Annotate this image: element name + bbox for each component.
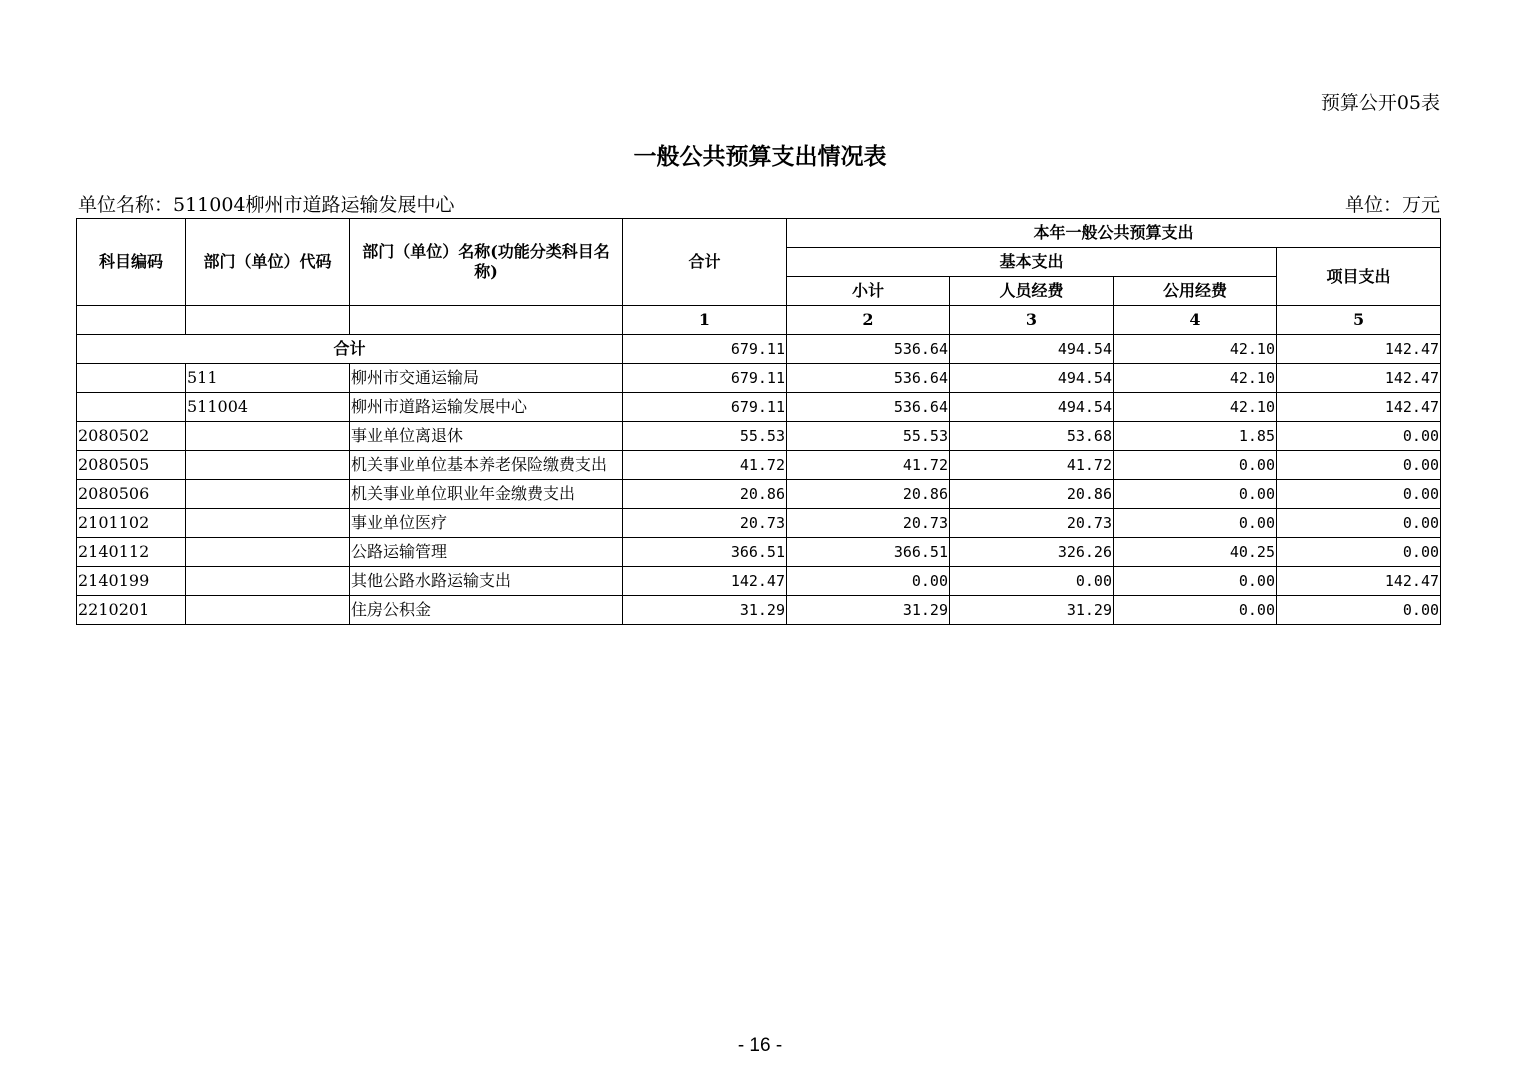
total-cell: 679.11 [623, 364, 787, 393]
subtotal-cell: 536.64 [787, 335, 950, 364]
form-number: 预算公开05表 [1320, 92, 1440, 114]
personnel-cell: 31.29 [950, 596, 1114, 625]
unit-name: 单位名称：511004柳州市道路运输发展中心 [78, 194, 455, 216]
subject-code-cell [77, 393, 186, 422]
header-project: 项目支出 [1277, 248, 1441, 306]
header-index-5: 5 [1277, 306, 1441, 335]
subtotal-cell: 536.64 [787, 393, 950, 422]
personnel-cell: 20.73 [950, 509, 1114, 538]
total-row [77, 335, 1441, 364]
header-index-1: 1 [623, 306, 787, 335]
project-cell: 142.47 [1277, 393, 1441, 422]
budget-table [76, 218, 1441, 625]
subject-code-cell: 2140112 [77, 538, 186, 567]
header-dept-code: 部门（单位）代码 [186, 219, 350, 306]
dept-code-cell [186, 480, 350, 509]
public-cell: 1.85 [1114, 422, 1277, 451]
project-cell: 142.47 [1277, 335, 1441, 364]
public-cell: 0.00 [1114, 596, 1277, 625]
total-cell: 679.11 [623, 335, 787, 364]
table-row [77, 509, 1441, 538]
dept-name-cell: 事业单位离退休 [350, 422, 623, 451]
project-cell: 0.00 [1277, 509, 1441, 538]
header-subject-code: 科目编码 [77, 219, 186, 306]
subject-code-cell: 2080506 [77, 480, 186, 509]
header-index-blank [350, 306, 623, 335]
dept-code-cell [186, 422, 350, 451]
currency-unit: 单位：万元 [1344, 194, 1440, 216]
subtotal-cell: 41.72 [787, 451, 950, 480]
total-label: 合计 [77, 335, 623, 364]
dept-name-cell: 其他公路水路运输支出 [350, 567, 623, 596]
dept-name-cell: 机关事业单位基本养老保险缴费支出 [350, 451, 623, 480]
dept-code-cell [186, 596, 350, 625]
public-cell: 40.25 [1114, 538, 1277, 567]
header-current-year: 本年一般公共预算支出 [787, 219, 1441, 248]
project-cell: 0.00 [1277, 422, 1441, 451]
subject-code-cell: 2101102 [77, 509, 186, 538]
table-row [77, 480, 1441, 509]
subtotal-cell: 31.29 [787, 596, 950, 625]
table-row [77, 567, 1441, 596]
header-index-blank [186, 306, 350, 335]
table-row [77, 422, 1441, 451]
subtotal-cell: 20.86 [787, 480, 950, 509]
personnel-cell: 53.68 [950, 422, 1114, 451]
public-cell: 42.10 [1114, 364, 1277, 393]
page-title: 一般公共预算支出情况表 [633, 143, 887, 170]
dept-code-cell [186, 538, 350, 567]
subject-code-cell: 2210201 [77, 596, 186, 625]
header-index-2: 2 [787, 306, 950, 335]
subject-code-cell: 2080502 [77, 422, 186, 451]
dept-name-cell: 柳州市道路运输发展中心 [350, 393, 623, 422]
table-row [77, 393, 1441, 422]
dept-name-cell: 公路运输管理 [350, 538, 623, 567]
subtotal-cell: 55.53 [787, 422, 950, 451]
table-row [77, 596, 1441, 625]
header-personnel: 人员经费 [950, 277, 1114, 306]
dept-code-cell [186, 509, 350, 538]
personnel-cell: 0.00 [950, 567, 1114, 596]
personnel-cell: 494.54 [950, 393, 1114, 422]
dept-code-cell: 511004 [186, 393, 350, 422]
header-index-blank [77, 306, 186, 335]
header-total: 合计 [623, 219, 787, 306]
total-cell: 20.73 [623, 509, 787, 538]
table-row [77, 451, 1441, 480]
public-cell: 0.00 [1114, 480, 1277, 509]
header-index-4: 4 [1114, 306, 1277, 335]
dept-name-cell: 住房公积金 [350, 596, 623, 625]
header-dept-name: 部门（单位）名称(功能分类科目名称) [350, 219, 623, 306]
personnel-cell: 41.72 [950, 451, 1114, 480]
subtotal-cell: 20.73 [787, 509, 950, 538]
public-cell: 42.10 [1114, 335, 1277, 364]
total-cell: 20.86 [623, 480, 787, 509]
dept-code-cell [186, 451, 350, 480]
header-subtotal: 小计 [787, 277, 950, 306]
table-row [77, 538, 1441, 567]
subtotal-cell: 366.51 [787, 538, 950, 567]
personnel-cell: 494.54 [950, 364, 1114, 393]
dept-name-cell: 事业单位医疗 [350, 509, 623, 538]
dept-name-cell: 柳州市交通运输局 [350, 364, 623, 393]
subtotal-cell: 536.64 [787, 364, 950, 393]
personnel-cell: 494.54 [950, 335, 1114, 364]
subject-code-cell: 2080505 [77, 451, 186, 480]
header-basic: 基本支出 [787, 248, 1277, 277]
header-index-3: 3 [950, 306, 1114, 335]
dept-code-cell [186, 567, 350, 596]
total-cell: 55.53 [623, 422, 787, 451]
subject-code-cell [77, 364, 186, 393]
project-cell: 142.47 [1277, 364, 1441, 393]
dept-name-cell: 机关事业单位职业年金缴费支出 [350, 480, 623, 509]
project-cell: 0.00 [1277, 451, 1441, 480]
public-cell: 0.00 [1114, 567, 1277, 596]
total-cell: 366.51 [623, 538, 787, 567]
personnel-cell: 326.26 [950, 538, 1114, 567]
dept-code-cell: 511 [186, 364, 350, 393]
total-cell: 142.47 [623, 567, 787, 596]
public-cell: 0.00 [1114, 451, 1277, 480]
project-cell: 0.00 [1277, 596, 1441, 625]
public-cell: 42.10 [1114, 393, 1277, 422]
public-cell: 0.00 [1114, 509, 1277, 538]
project-cell: 0.00 [1277, 538, 1441, 567]
subtotal-cell: 0.00 [787, 567, 950, 596]
total-cell: 31.29 [623, 596, 787, 625]
project-cell: 142.47 [1277, 567, 1441, 596]
table-row [77, 364, 1441, 393]
total-cell: 679.11 [623, 393, 787, 422]
subject-code-cell: 2140199 [77, 567, 186, 596]
header-public: 公用经费 [1114, 277, 1277, 306]
project-cell: 0.00 [1277, 480, 1441, 509]
page-number: - 16 - [737, 1035, 783, 1056]
total-cell: 41.72 [623, 451, 787, 480]
personnel-cell: 20.86 [950, 480, 1114, 509]
